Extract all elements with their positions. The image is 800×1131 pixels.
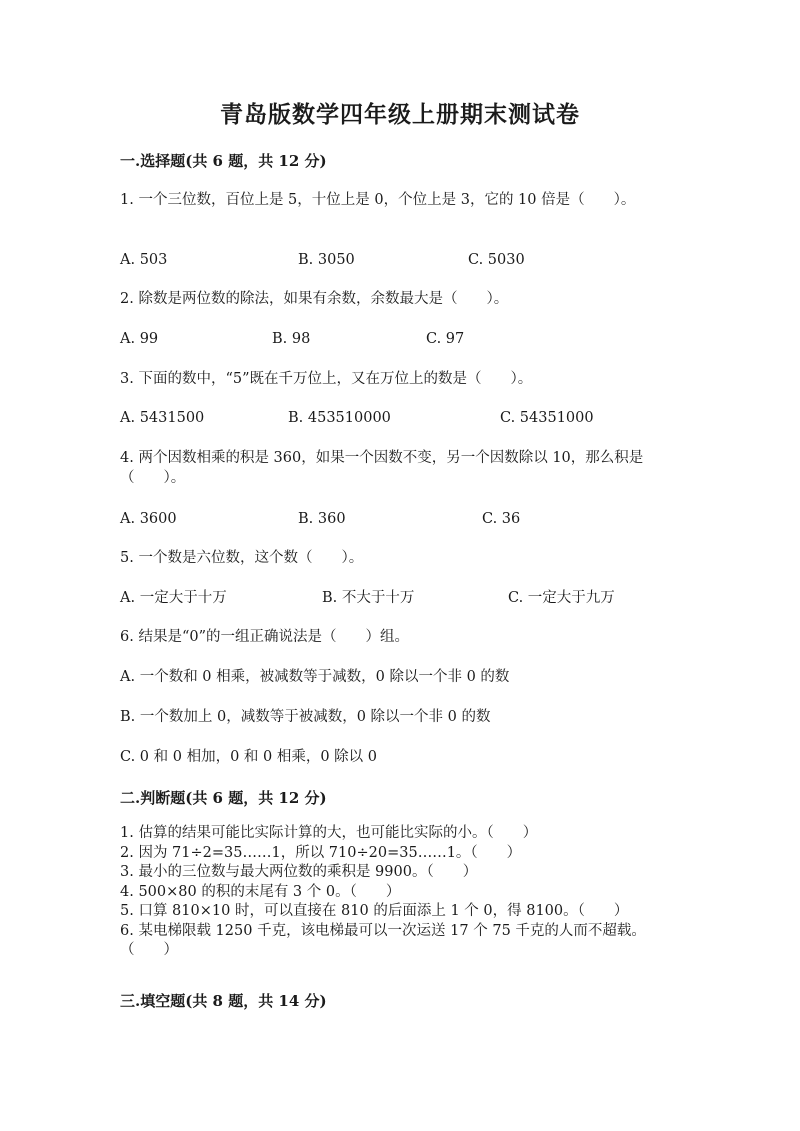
- question-stem: 5. 一个数是六位数，这个数（ ）。: [120, 550, 364, 566]
- option-a: A. 99: [120, 331, 159, 347]
- question-stem: 6. 结果是“0”的一组正确说法是（ ）组。: [120, 629, 409, 645]
- option-a: A. 5431500: [120, 410, 205, 426]
- option-c: C. 一定大于九万: [508, 590, 615, 606]
- option-a: A. 一定大于十万: [120, 590, 227, 606]
- list-item: 4. 500×80 的积的末尾有 3 个 0。（ ）: [120, 883, 401, 900]
- list-item: 1. 估算的结果可能比实际计算的大，也可能比实际的小。（ ）: [120, 825, 538, 841]
- question-stem: 3. 下面的数中，“5”既在千万位上，又在万位上的数是（ ）。: [120, 371, 533, 387]
- option-b: B. 3050: [298, 252, 355, 268]
- option-b: B. 不大于十万: [322, 590, 415, 606]
- list-item: 5. 口算 810×10 时，可以直接在 810 的后面添上 1 个 0，得 8100。（ ）: [120, 903, 629, 919]
- option-c: C. 5030: [468, 252, 525, 268]
- option-a: A. 503: [120, 252, 168, 268]
- option-a: A. 3600: [120, 511, 177, 527]
- truefalse-list: [120, 824, 680, 961]
- option-c: C. 54351000: [500, 410, 594, 426]
- option-a: A. 一个数和 0 相乘，被减数等于减数，0 除以一个非 0 的数: [120, 669, 510, 685]
- option-b: B. 一个数加上 0，减数等于被减数，0 除以一个非 0 的数: [120, 709, 491, 725]
- section-heading-fill: 三.填空题(共 8 题，共 14 分): [120, 992, 327, 1010]
- page-title: 青岛版数学四年级上册期末测试卷: [220, 101, 580, 128]
- section-heading-choice: 一.选择题(共 6 题，共 12 分): [120, 152, 327, 170]
- question-stem: 2. 除数是两位数的除法，如果有余数，余数最大是（ ）。: [120, 291, 509, 307]
- option-c: C. 0 和 0 相加，0 和 0 相乘，0 除以 0: [120, 749, 378, 765]
- option-b: B. 98: [272, 331, 311, 347]
- question-stem: 1. 一个三位数，百位上是 5，十位上是 0，个位上是 3，它的 10 倍是（ ）。: [120, 192, 636, 208]
- list-item: 6. 某电梯限载 1250 千克，该电梯最可以一次运送 17 个 75 千克的人而不超载。（ ）: [120, 922, 646, 958]
- list-item: 2. 因为 71÷2=35……1，所以 710÷20=35……1。（ ）: [120, 844, 522, 861]
- list-item: 3. 最小的三位数与最大两位数的乘积是 9900。（ ）: [120, 864, 478, 880]
- question-stem: 4. 两个因数相乘的积是 360，如果一个因数不变，另一个因数除以 10，那么积是（ ）。: [120, 450, 644, 486]
- option-b: B. 453510000: [288, 410, 391, 426]
- option-c: C. 97: [426, 331, 465, 347]
- option-c: C. 36: [482, 511, 521, 527]
- section-heading-truefalse: 二.判断题(共 6 题，共 12 分): [120, 789, 327, 807]
- option-b: B. 360: [298, 511, 346, 527]
